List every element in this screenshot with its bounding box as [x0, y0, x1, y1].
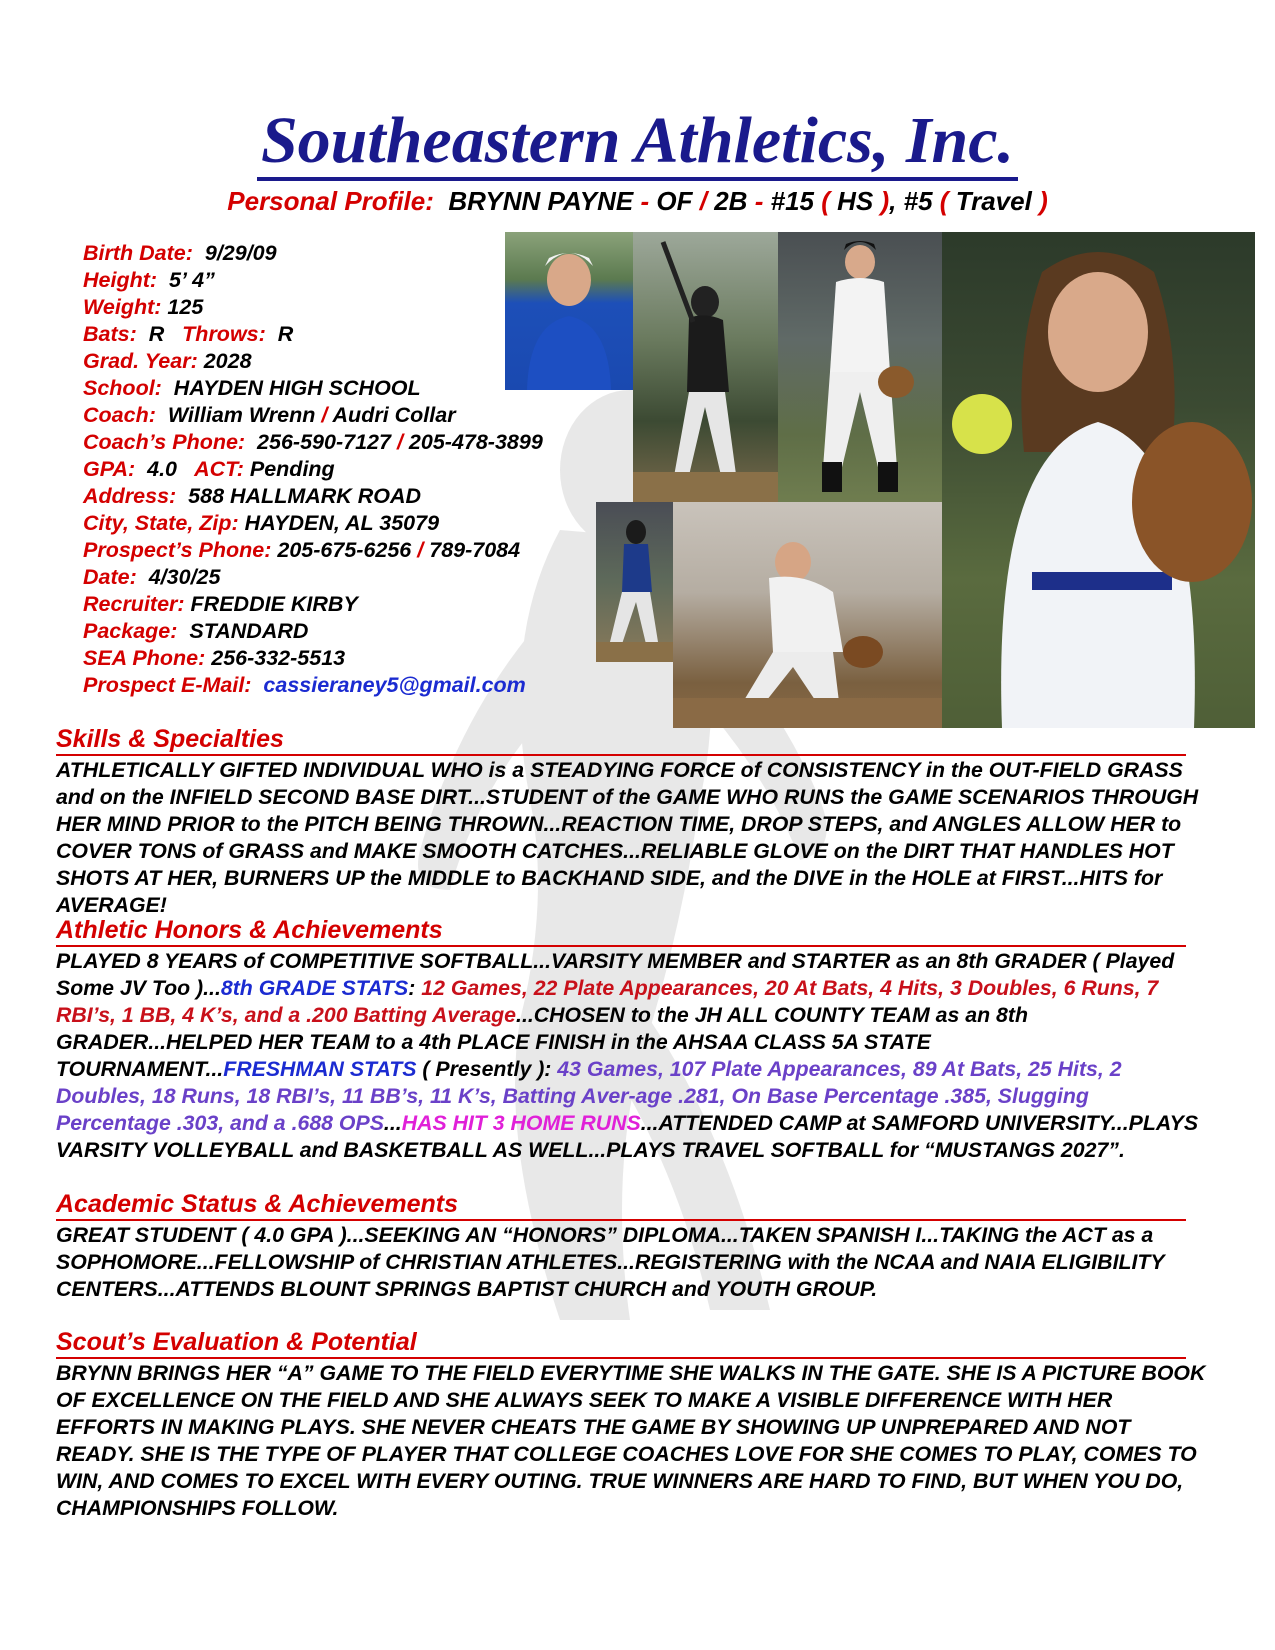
profile-subtitle: Personal Profile: BRYNN PAYNE - OF / 2B - #15 ( HS ), #5 ( Travel ) — [227, 186, 1048, 216]
company-title: Southeastern Athletics, Inc. — [0, 108, 1275, 174]
photo-fielding-ready — [778, 232, 942, 502]
skills-heading: Skills & Specialties — [56, 724, 1186, 756]
info-grad-year: Grad. Year: 2028 — [83, 349, 252, 373]
info-email: Prospect E-Mail: cassieraney5@gmail.com — [83, 673, 526, 697]
home-runs-note: HAS HIT 3 HOME RUNS — [401, 1111, 641, 1135]
grade8-stats: 12 Games, 22 Plate Appearances, 20 At Bats, 4 Hits, 3 Doubles, 6 Runs, 7 RBI’s, 1 BB, 4 K’s, and a .200 Batting Average — [56, 976, 1159, 1027]
photo-fielding-grounder — [673, 502, 942, 728]
scout-heading: Scout’s Evaluation & Potential — [56, 1327, 1186, 1359]
position-1: OF — [656, 186, 693, 216]
profile-label: Personal Profile: — [227, 186, 434, 216]
info-recruiter: Recruiter: FREDDIE KIRBY — [83, 592, 358, 616]
grade8-stats-label: 8th GRADE STATS — [220, 976, 409, 1000]
info-package: Package: STANDARD — [83, 619, 309, 643]
info-city-state-zip: City, State, Zip: HAYDEN, AL 35079 — [83, 511, 440, 535]
freshman-stats: 43 Games, 107 Plate Appearances, 89 At Bats, 25 Hits, 2 Doubles, 18 Runs, 18 RBI’s, 11 BB’s, 11 K’s, Batting Aver-age .281, On Base Percentage .385, Slugging Percentage .303, and a .688 OPS — [56, 1057, 1122, 1135]
info-school: School: HAYDEN HIGH SCHOOL — [83, 376, 421, 400]
email-link[interactable]: cassieraney5@gmail.com — [263, 673, 526, 697]
photo-portrait-glove-ball — [942, 232, 1255, 728]
hs-number: #15 — [770, 186, 814, 216]
scout-body: BRYNN BRINGS HER “A” GAME TO THE FIELD EVERYTIME SHE WALKS IN THE GATE. SHE IS A PICTURE BOOK OF EXCELLENCE ON THE FIELD AND SHE ALWAYS SEEK TO MAKE A VISIBLE DIFFERENCE WITH HER EFFORTS IN MAKING PLAYS. SHE NEVER CHEATS THE GAME BY SHOWING UP UNPREPARED AND NOT READY. SHE IS THE TYPE OF PLAYER THAT COLLEGE COACHES LOVE FOR SHE COMES TO PLAY, COMES TO WIN, AND COMES TO EXCEL WITH EVERY OUTING. TRUE WINNERS ARE HARD TO FIND, BUT WHEN YOU DO, CHAMPIONSHIPS FOLLOW. — [56, 1361, 1206, 1520]
skills-body: ATHLETICALLY GIFTED INDIVIDUAL WHO is a STEADYING FORCE of CONSISTENCY in the OUT-FIELD GRASS and on the INFIELD SECOND BASE DIRT...STUDENT of the GAME WHO RUNS the GAME SCENARIOS THROUGH HER MIND PRIOR to the PITCH BEING THROWN...REACTION TIME, DROP STEPS, and ANGLES ALLOW HER to COVER TONS of GRASS and MAKE SMOOTH CATCHES...RELIABLE GLOVE on the DIRT THAT HANDLES HOT SHOTS AT HER, BURNERS UP the MIDDLE to BACKHAND SIDE, and the DIVE in the HOLE at FIRST...HITS for AVERAGE! — [56, 758, 1199, 917]
honors-heading: Athletic Honors & Achievements — [56, 915, 1186, 947]
travel-number: , #5 — [889, 186, 933, 216]
academic-heading: Academic Status & Achievements — [56, 1189, 1186, 1221]
info-bats-throws: Bats: R Throws: R — [83, 322, 294, 346]
info-height: Height: 5’ 4” — [83, 268, 215, 292]
info-prospect-phone: Prospect’s Phone: 205-675-6256 / 789-7084 — [83, 538, 521, 562]
info-coach: Coach: William Wrenn / Audri Collar — [83, 403, 456, 427]
honors-body: PLAYED 8 YEARS of COMPETITIVE SOFTBALL...VARSITY MEMBER and STARTER as an 8th GRADER ( Played Some JV Too )...8th GRADE STATS: 12 Games, 22 Plate Appearances, 20 At Bats, 4 Hits, 3 Doubles, 6 Runs, 7 RBI’s, 1 BB, 4 K’s, and a .200 Batting Average...CHOSEN to the JH ALL COUNTY TEAM as an 8th GRADER...HELPED HER TEAM to a 4th PLACE FINISH in the AHSAA CLASS 5A STATE TOURNAMENT...FRESHMAN STATS ( Presently ): 43 Games, 107 Plate Appearances, 89 At Bats, 25 Hits, 2 Doubles, 18 Runs, 18 RBI’s, 11 BB’s, 11 K’s, Batting Aver-age .281, On Base Percentage .385, Slugging Percentage .303, and a .688 OPS...HAS HIT 3 HOME RUNS...ATTENDED CAMP at SAMFORD UNIVERSITY...PLAYS VARSITY VOLLEYBALL and BASKETBALL AS WELL...PLAYS TRAVEL SOFTBALL for “MUSTANGS 2027”. — [56, 949, 1199, 1162]
info-gpa-act: GPA: 4.0 ACT: Pending — [83, 457, 335, 481]
info-weight: Weight: 125 — [83, 295, 204, 319]
info-date: Date: 4/30/25 — [83, 565, 221, 589]
info-birth-date: Birth Date: 9/29/09 — [83, 241, 277, 265]
info-address: Address: 588 HALLMARK ROAD — [83, 484, 422, 508]
player-info — [83, 240, 623, 699]
photo-batting — [633, 232, 778, 502]
position-2: 2B — [714, 186, 748, 216]
freshman-stats-label: FRESHMAN STATS — [223, 1057, 417, 1081]
info-coach-phone: Coach’s Phone: 256-590-7127 / 205-478-3899 — [83, 430, 543, 454]
info-sea-phone: SEA Phone: 256-332-5513 — [83, 646, 346, 670]
academic-body: GREAT STUDENT ( 4.0 GPA )...SEEKING AN “HONORS” DIPLOMA...TAKEN SPANISH I...TAKING the ACT as a SOPHOMORE...FELLOWSHIP of CHRISTIAN ATHLETES...REGISTERING with the NCAA and NAIA ELIGIBILITY CENTERS...ATTENDS BLOUNT SPRINGS BAPTIST CHURCH and YOUTH GROUP. — [56, 1223, 1165, 1301]
player-name: BRYNN PAYNE — [448, 186, 634, 216]
